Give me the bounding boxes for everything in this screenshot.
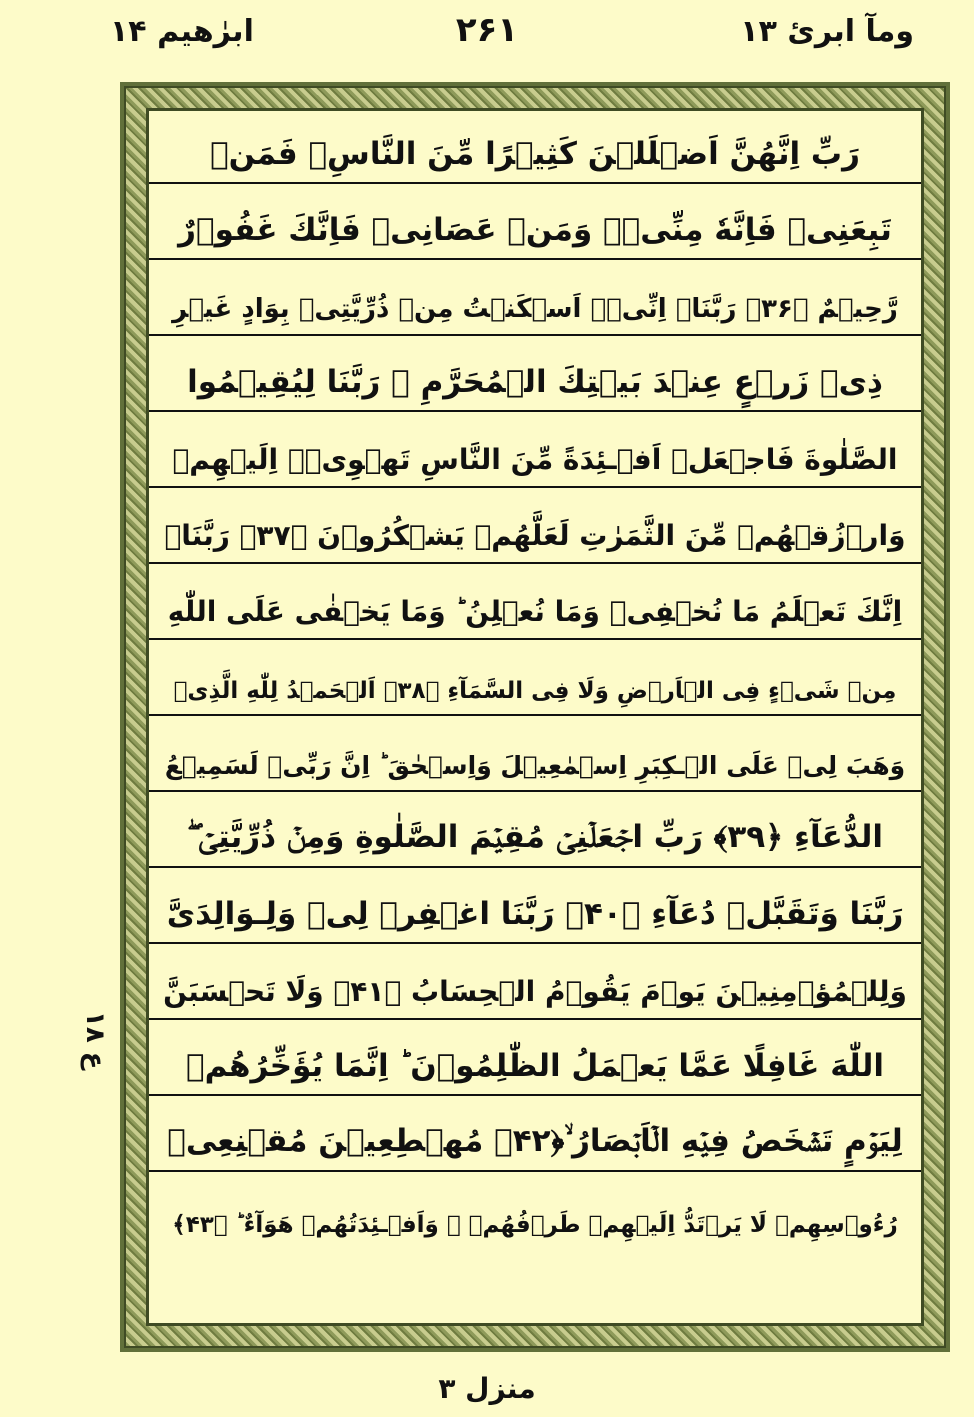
page-number: ۲۶۱: [455, 10, 519, 50]
verse-line: [149, 263, 921, 336]
verse-text: وَهَبَ لِىۡ عَلَى الۡـكِبَرِ اِسۡمٰعِيۡلَ وَاِسۡحٰقَ‌ ؕ اِنَّ رَبِّىۡ لَسَمِيۡعُ: [164, 751, 906, 780]
verse-text: وَلِلۡمُؤۡمِنِيۡنَ يَوۡمَ يَقُوۡمُ الۡحِسَابُ ﴿۴۱﴾ وَلَا تَحۡسَبَنَّ: [163, 975, 907, 1008]
verse-text: الصَّلٰوةَ فَاجۡعَلۡ اَفۡـئِدَةً مِّنَ النَّاسِ تَهۡوِىۡۤ اِلَيۡهِمۡ: [172, 443, 898, 476]
ornamental-border: [120, 82, 950, 1352]
verse-line: [149, 187, 921, 260]
verse-text: رَّحِيۡمٌ ﴿۳۶﴾ رَبَّنَاۤ اِنِّىۡۤ اَسۡكَنۡتُ مِنۡ ذُرِّيَّتِىۡ بِوَادٍ غَيۡرِ: [172, 294, 898, 324]
verse-line: [149, 491, 921, 564]
verse-line: [149, 567, 921, 640]
verse-lines: [149, 111, 921, 1323]
verse-line: [149, 643, 921, 716]
verse-text: تَبِعَنِىۡ فَاِنَّهٗ مِنِّىۡ‌ۚ وَمَنۡ عَصَانِىۡ فَاِنَّكَ غَفُوۡرٌ: [178, 212, 892, 248]
verse-text: اِنَّكَ تَعۡلَمُ مَا نُخۡفِىۡ وَمَا نُعۡلِنُ‌ ؕ وَمَا يَخۡفٰى عَلَى اللّٰهِ: [167, 595, 903, 628]
verse-text: وَارۡزُقۡهُمۡ مِّنَ الثَّمَرٰتِ لَعَلَّهُمۡ يَشۡكُرُوۡنَ ﴿۳۷﴾ رَبَّنَاۤ: [164, 519, 906, 552]
verse-line: [149, 1099, 921, 1172]
verse-text: الدُّعَآءِ ﴿۳۹﴾ رَبِّ اجۡعَلۡنِىۡ مُقِيۡمَ الصَّلٰوةِ وَمِنۡ ذُرِّيَّتِىۡ‌ ‌ۖ: [187, 819, 883, 855]
verse-line: [149, 947, 921, 1020]
ruku-marker: ۱۸ ع: [80, 1010, 110, 1070]
verse-line: [149, 1175, 921, 1248]
manzil-label: منزل ۳: [438, 1372, 536, 1405]
verse-text: رَبِّ اِنَّهُنَّ اَضۡلَلۡنَ كَثِيۡرًا مِّنَ النَّاسِ‌ۚ فَمَنۡ: [210, 136, 860, 172]
text-area: [146, 108, 924, 1326]
verse-line: [149, 111, 921, 184]
verse-line: [149, 415, 921, 488]
surah-label: ابرٰھیم ۱۴: [110, 14, 254, 49]
verse-line: [149, 1023, 921, 1096]
verse-text: اللّٰهَ غَافِلًا عَمَّا يَعۡمَلُ الظّٰلِمُوۡنَ ؕ اِنَّمَا يُؤَخِّرُهُمۡ: [186, 1048, 884, 1084]
verse-line: [149, 795, 921, 868]
verse-text: رُءُوۡسِهِمۡ لَا يَرۡتَدُّ اِلَيۡهِمۡ طَرۡفُهُمۡ‌ ۚ وَاَفۡـئِدَتُهُمۡ هَوَآءٌ ؕ ﴿۴۳﴾: [172, 1212, 898, 1238]
verse-text: رَبَّنَا وَتَقَبَّلۡ دُعَآءِ ﴿۴۰﴾ رَبَّنَا اغۡفِرۡ لِىۡ وَلِـوَالِدَىَّ: [166, 896, 904, 932]
juz-label: ومآ ابرئ ۱۳: [740, 14, 914, 49]
verse-text: مِنۡ شَىۡءٍ فِى الۡاَرۡضِ وَلَا فِى السَّمَآءِ ﴿۳۸﴾ اَلۡحَمۡدُ لِلّٰهِ الَّذِىۡ: [173, 678, 897, 704]
verse-text: ذِىۡ زَرۡعٍ عِنۡدَ بَيۡتِكَ الۡمُحَرَّمِ ۙ رَبَّنَا لِيُقِيۡمُوا: [187, 364, 883, 400]
verse-text: لِيَوۡمٍ تَشۡخَصُ فِيۡهِ الۡاَبۡصَارُ ۙ﴿۴۲﴾ مُهۡطِعِيۡنَ مُقۡنِعِىۡ: [167, 1123, 903, 1159]
verse-line: [149, 871, 921, 944]
verse-line: [149, 719, 921, 792]
page-header: [0, 8, 974, 68]
verse-line: [149, 339, 921, 412]
